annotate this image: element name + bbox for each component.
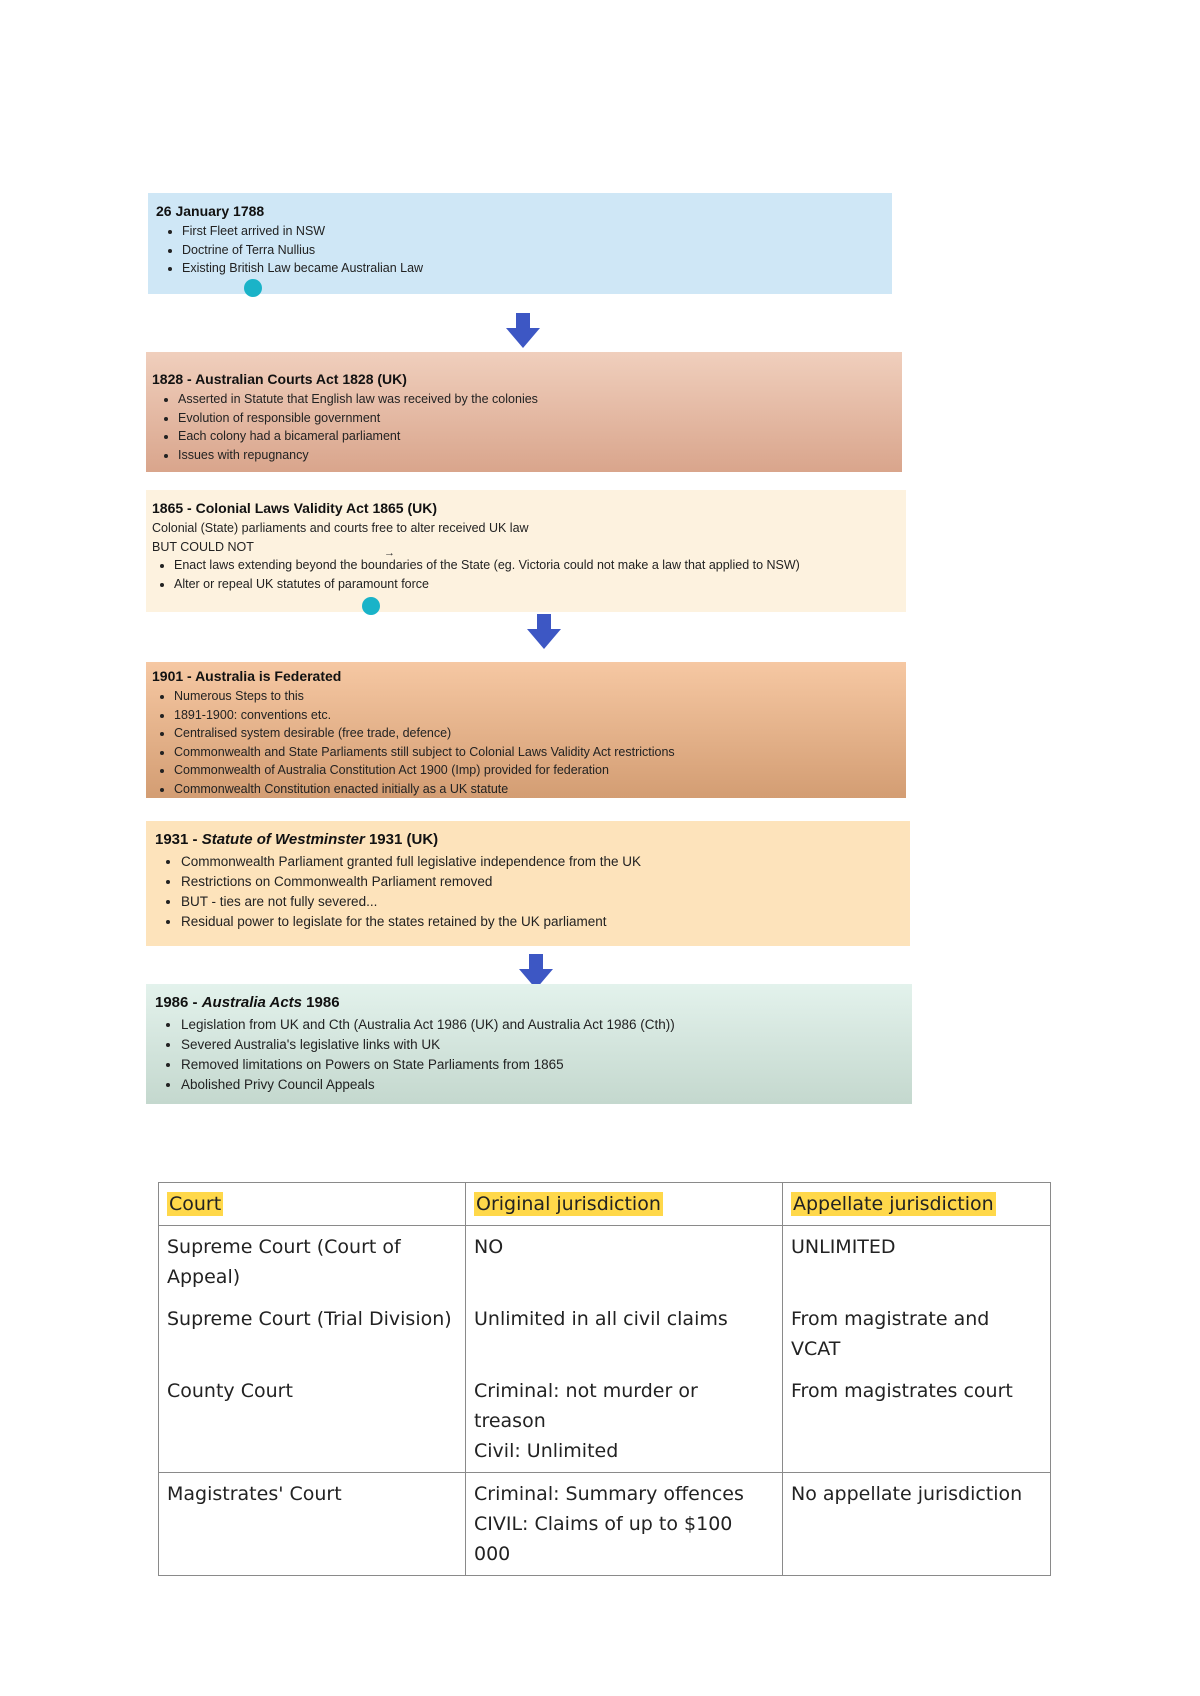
heading-title: Australia Acts — [201, 994, 303, 1011]
heading-title: Statute of Westminster — [201, 831, 365, 848]
original-cell: NO — [466, 1226, 783, 1299]
list-item: • BUT - ties are not fully severed... — [181, 892, 901, 912]
header-label: Appellate jurisdiction — [793, 1193, 994, 1215]
list-item: • Severed Australia's legislative links with UK — [181, 1035, 903, 1055]
list-item: • Residual power to legislate for the states retained by the UK parliament — [181, 912, 901, 932]
heading-year: 1931 - — [155, 831, 202, 848]
list-item: • First Fleet arrived in NSW — [182, 222, 884, 241]
box-heading — [155, 831, 901, 848]
timeline-box-1788 — [148, 193, 892, 294]
cell-line: Civil: Unlimited — [474, 1440, 619, 1462]
box-heading — [155, 994, 903, 1011]
column-header — [783, 1183, 1051, 1226]
timeline-box-1931 — [146, 821, 910, 946]
bullet-list — [152, 390, 896, 464]
marker-dot[interactable] — [362, 597, 380, 615]
table-row — [159, 1298, 1051, 1370]
list-item: • Evolution of responsible government — [178, 409, 896, 428]
column-header — [159, 1183, 466, 1226]
list-item: • 1891-1900: conventions etc. — [174, 706, 900, 725]
list-item: • Alter or repeal UK statutes of paramount force — [174, 575, 900, 594]
jurisdiction-table — [158, 1182, 1051, 1576]
box-heading: 26 January 1788 — [156, 203, 265, 219]
box-text: Colonial (State) parliaments and courts free to alter received UK law — [152, 521, 529, 535]
down-arrow-icon — [527, 614, 561, 650]
list-item: • Abolished Privy Council Appeals — [181, 1075, 903, 1095]
appellate-cell: From magistrates court — [783, 1370, 1051, 1473]
timeline-box-1901 — [146, 662, 906, 798]
original-cell — [466, 1370, 783, 1473]
table-row — [159, 1370, 1051, 1473]
list-item: • Commonwealth of Australia Constitution Act 1900 (Imp) provided for federation — [174, 761, 900, 780]
list-item: • Doctrine of Terra Nullius — [182, 241, 884, 260]
box-heading: 1865 - Colonial Laws Validity Act 1865 (UK) — [152, 500, 438, 516]
table-header-row — [159, 1183, 1051, 1226]
list-item: • Restrictions on Commonwealth Parliament removed — [181, 872, 901, 892]
list-item: • Issues with repugnancy — [178, 446, 896, 465]
list-item: • Existing British Law became Australian Law — [182, 259, 884, 278]
cursor-arrow-icon: → — [384, 547, 395, 559]
list-item: • Each colony had a bicameral parliament — [178, 427, 896, 446]
bullet-list — [156, 222, 884, 278]
box-text: BUT COULD NOT — [152, 539, 254, 554]
list-item: • Enact laws extending beyond the boundaries of the State (eg. Victoria could not make a law that applied to NSW) — [174, 556, 900, 575]
court-cell: Supreme Court (Court of Appeal) — [159, 1226, 466, 1299]
timeline-box-1865 — [146, 490, 906, 612]
original-cell: Unlimited in all civil claims — [466, 1298, 783, 1370]
court-cell: Magistrates' Court — [159, 1473, 466, 1576]
box-heading: 1828 - Australian Courts Act 1828 (UK) — [152, 371, 407, 387]
timeline-box-1986 — [146, 984, 912, 1104]
header-label: Original jurisdiction — [476, 1193, 661, 1215]
bullet-list — [152, 687, 900, 798]
column-header — [466, 1183, 783, 1226]
box-heading: 1901 - Australia is Federated — [152, 668, 342, 684]
cell-line: Criminal: Summary offences — [474, 1483, 744, 1505]
appellate-cell: No appellate jurisdiction — [783, 1473, 1051, 1576]
appellate-cell: From magistrate and VCAT — [783, 1298, 1051, 1370]
table-row — [159, 1473, 1051, 1576]
heading-suffix: 1986 — [302, 994, 340, 1011]
bullet-list — [155, 1015, 903, 1095]
bullet-list — [152, 556, 900, 593]
marker-dot[interactable] — [244, 279, 262, 297]
list-item: • Asserted in Statute that English law was received by the colonies — [178, 390, 896, 409]
down-arrow-icon — [506, 313, 540, 349]
list-item: • Commonwealth Parliament granted full legislative independence from the UK — [181, 852, 901, 872]
table-row — [159, 1226, 1051, 1299]
header-label: Court — [169, 1193, 222, 1215]
cell-line: CIVIL: Claims of up to $100 000 — [474, 1513, 733, 1565]
list-item: • Removed limitations on Powers on State Parliaments from 1865 — [181, 1055, 903, 1075]
list-item: • Numerous Steps to this — [174, 687, 900, 706]
court-cell: Supreme Court (Trial Division) — [159, 1298, 466, 1370]
list-item: • Centralised system desirable (free trade, defence) — [174, 724, 900, 743]
cell-line: Criminal: not murder or treason — [474, 1380, 698, 1432]
list-item: • Commonwealth and State Parliaments still subject to Colonial Laws Validity Act restrictions — [174, 743, 900, 762]
court-cell: County Court — [159, 1370, 466, 1473]
original-cell — [466, 1473, 783, 1576]
bullet-list — [155, 852, 901, 932]
list-item: • Commonwealth Constitution enacted initially as a UK statute — [174, 780, 900, 799]
list-item: • Legislation from UK and Cth (Australia Act 1986 (UK) and Australia Act 1986 (Cth)) — [181, 1015, 903, 1035]
appellate-cell: UNLIMITED — [783, 1226, 1051, 1299]
heading-suffix: 1931 (UK) — [364, 831, 439, 848]
timeline-box-1828 — [146, 352, 902, 472]
heading-year: 1986 - — [155, 994, 202, 1011]
